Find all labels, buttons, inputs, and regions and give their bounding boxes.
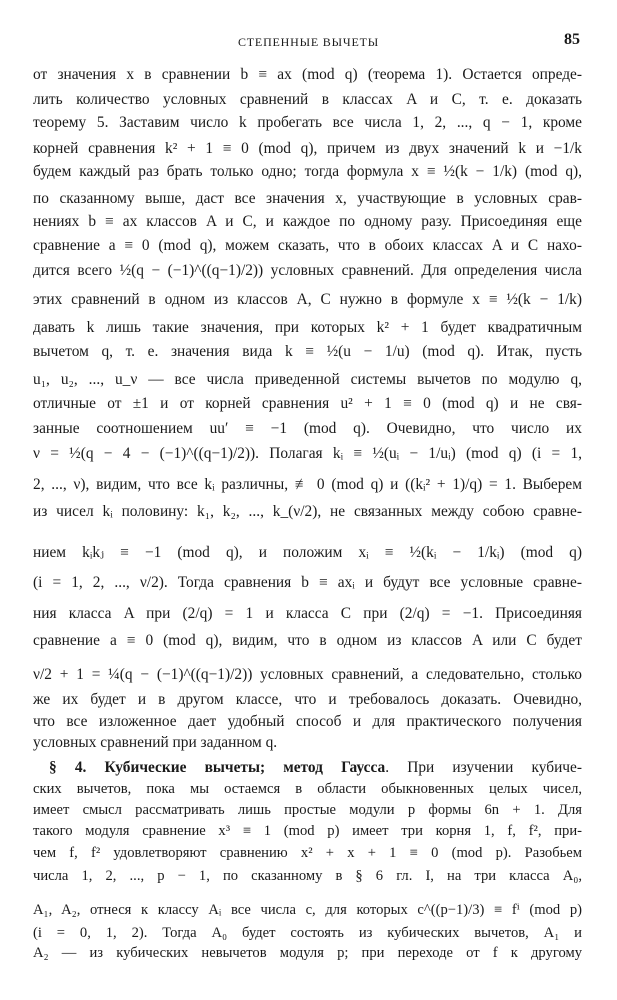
text-line: по сказанному выше, даст все значения x, участвующие в условных срав- (33, 190, 582, 207)
text-line: ν/2 + 1 = ¼(q − (−1)^((q−1)/2)) условных сравнений, а следовательно, столько (33, 666, 582, 683)
text-line: числа 1, 2, ..., p − 1, по сказанному в § 6 гл. I, на три класса A₀, (33, 868, 582, 884)
text-line: 2, ..., ν), видим, что все kᵢ различны, ≢ 0 (mod q) и ((kᵢ² + 1)/q) = 1. Выберем (33, 476, 582, 493)
text-line: из чисел kᵢ половину: k₁, k₂, ..., k_(ν/2), не связанных между собою сравне- (33, 503, 582, 520)
text-line: ских вычетов, пока мы остаемся в области обыкновенных целых чисел, (33, 781, 582, 797)
text-line: u₁, u₂, ..., u_ν — все числа приведенной системы вычетов по модулю q, (33, 371, 582, 388)
text-line: отличные от ±1 и от корней сравнения u² + 1 ≡ 0 (mod q) и не свя- (33, 395, 582, 412)
text-line: нениях b ≡ ax классов A и C, и каждое по одному разу. Присоединяя еще (33, 213, 582, 230)
text-line: занные соотношением uu′ ≡ −1 (mod q). Очевидно, что число их (33, 420, 582, 437)
text-line: дится всего ½(q − (−1)^((q−1)/2)) условных сравнений. Для определения числа (33, 262, 582, 279)
text-line: давать k лишь такие значения, при которых k² + 1 будет квадратичным (33, 319, 582, 336)
text-line: же их будет и в другом классе, что и требовалось доказать. Очевидно, (33, 691, 582, 708)
text-line: A₁, A₂, отнеся к классу Aᵢ все числа c, для которых c^((p−1)/3) ≡ fⁱ (mod p) (33, 902, 582, 918)
text-line: ния класса A при (2/q) = 1 и класса C при (2/q) = −1. Присоединяя (33, 605, 582, 622)
text-line: (i = 1, 2, ..., ν/2). Тогда сравнения b ≡ axᵢ и будут все условные сравне- (33, 574, 582, 591)
running-head (33, 29, 584, 51)
text-line: корней сравнения k² + 1 ≡ 0 (mod q), причем из двух значений k и −1/k (33, 140, 582, 157)
text-line: нием kᵢkⱼ ≡ −1 (mod q), и положим xᵢ ≡ ½(kᵢ − 1/kᵢ) (mod q) (33, 544, 582, 561)
text-line: сравнение a ≡ 0 (mod q), видим, что в одном из классов A или C будет (33, 632, 582, 649)
text-line: (i = 0, 1, 2). Тогда A₀ будет состоять из кубических вычетов, A₁ и (33, 925, 582, 941)
running-title: СТЕПЕННЫЕ ВЫЧЕТЫ (238, 35, 379, 49)
text-line: что все изложенное дает удобный способ и для практического получения (33, 713, 582, 730)
text-line: будем каждый раз брать только одно; тогда формула x ≡ ½(k − 1/k) (mod q), (33, 163, 582, 180)
text-line: A₂ — из кубических невычетов модуля p; при переходе от f к другому (33, 945, 582, 961)
text-line: вычетом q, т. е. значения вида k ≡ ½(u − 1/u) (mod q). Итак, пусть (33, 343, 582, 360)
text-line: условных сравнений при заданном q. (33, 734, 278, 751)
text-line: лить количество условных сравнений в классах A и C, т. е. доказать (33, 91, 582, 108)
text-line: сравнение a ≡ 0 (mod q), можем сказать, что в обоих классах A и C нахо- (33, 237, 582, 254)
section-heading-tail: . При изучении кубиче- (385, 759, 583, 776)
text-line: такого модуля сравнение x³ ≡ 1 (mod p) имеет три корня 1, f, f², при- (33, 823, 582, 839)
text-line: чем f, f² удовлетворяют сравнению x² + x + 1 ≡ 0 (mod p). Разобьем (33, 845, 582, 861)
section-heading: § 4. Кубические вычеты; метод Гаусса (49, 759, 386, 776)
text-line: теорему 5. Заставим число k пробегать все числа 1, 2, ..., q − 1, кроме (33, 114, 582, 131)
text-line: от значения x в сравнении b ≡ ax (mod q) (теорема 1). Остается опреде- (33, 66, 582, 83)
text-line: этих сравнений в одном из классов A, C нужно в формуле x ≡ ½(k − 1/k) (33, 291, 582, 308)
page-number: 85 (564, 31, 580, 48)
section-heading-line (33, 759, 582, 777)
text-line: ν = ½(q − 4 − (−1)^((q−1)/2)). Полагая kᵢ ≡ ½(uᵢ − 1/uᵢ) (mod q) (i = 1, (33, 445, 582, 462)
text-line: имеет смысл рассматривать лишь простые модули p формы 6n + 1. Для (33, 802, 582, 818)
